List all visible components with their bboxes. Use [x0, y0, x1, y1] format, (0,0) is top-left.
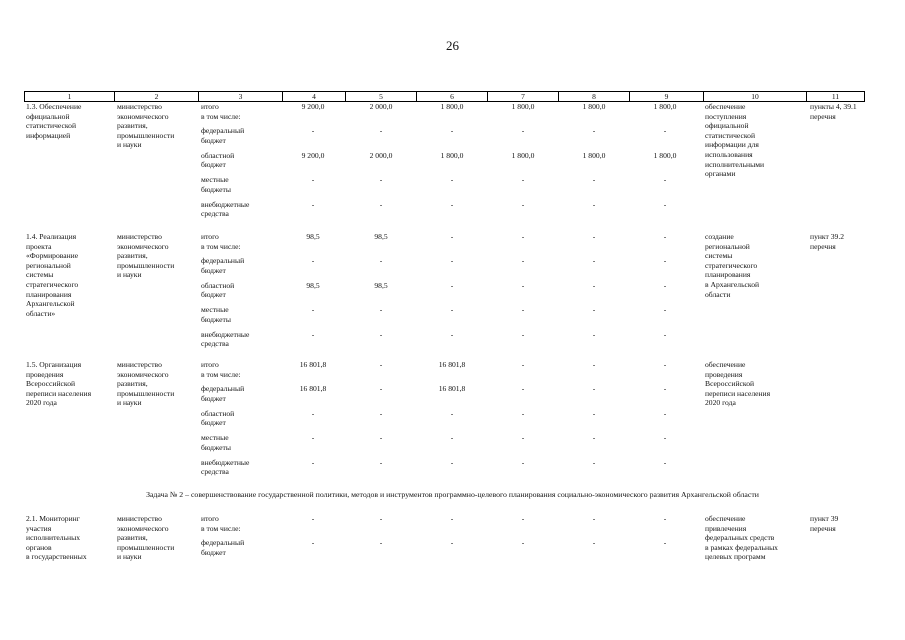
amount-cell: - — [450, 305, 454, 315]
amount-cell: - — [521, 256, 525, 266]
amount-cell: - — [663, 199, 667, 209]
amount-cell: - — [663, 305, 667, 315]
amount-cell: - — [379, 457, 383, 467]
amount-cell: - — [450, 126, 454, 136]
amount-cell: 1 800,0 — [653, 102, 677, 111]
amount-cell: - — [663, 360, 667, 369]
amount-cell: - — [450, 538, 454, 548]
funding-source-label: областной бюджет — [201, 280, 235, 300]
amount-cell: - — [311, 126, 315, 136]
column-header-11: 11 — [807, 92, 865, 101]
amount-cell: - — [521, 232, 525, 241]
amount-cell: - — [592, 384, 596, 394]
funding-source-label: итого в том числе: — [201, 232, 241, 251]
amount-cell: - — [379, 538, 383, 548]
reference: пункт 39.2 перечня — [810, 232, 845, 251]
amount-cell: 1 800,0 — [511, 150, 535, 160]
amount-cell: - — [379, 199, 383, 209]
amount-cell: - — [663, 408, 667, 418]
amount-cell: 98,5 — [374, 232, 388, 241]
page-number: 26 — [446, 38, 459, 53]
amount-cell: - — [311, 175, 315, 185]
executor: министерство экономического развития, промышленности и науки — [117, 360, 175, 408]
amount-cell: - — [379, 408, 383, 418]
amount-cell: - — [379, 360, 383, 369]
amount-cell: - — [521, 514, 525, 523]
expected-result: создание региональной системы стратегического планирования в Архангельской области — [705, 232, 760, 299]
expected-result: обеспечение проведения Всероссийской переписи населения 2020 года — [705, 360, 771, 408]
amount-cell: - — [663, 384, 667, 394]
amount-cell: - — [592, 514, 596, 523]
amount-cell: 9 200,0 — [301, 150, 325, 160]
amount-cell: - — [379, 433, 383, 443]
column-header-3: 3 — [199, 92, 283, 101]
amount-cell: - — [379, 384, 383, 394]
amount-cell: - — [450, 457, 454, 467]
amount-cell: - — [311, 256, 315, 266]
measure-name: 1.5. Организация проведения Всероссийской переписи населения 2020 года — [26, 360, 92, 408]
amount-cell: - — [379, 126, 383, 136]
amount-cell: - — [521, 457, 525, 467]
amount-cell: - — [379, 305, 383, 315]
column-header-6: 6 — [417, 92, 488, 101]
funding-source-label: федеральный бюджет — [201, 538, 245, 557]
amount-cell: - — [311, 514, 315, 523]
amount-cell: 1 800,0 — [582, 102, 606, 111]
measure-name: 1.4. Реализация проекта «Формирование региональной системы стратегического планирования Архангельской области» — [26, 232, 79, 318]
reference: пункт 39 перечня — [810, 514, 839, 533]
amount-cell: 9 200,0 — [301, 102, 325, 111]
amount-cell: - — [592, 305, 596, 315]
amount-cell: - — [311, 433, 315, 443]
amount-cell: - — [592, 232, 596, 241]
column-header-1: 1 — [25, 92, 115, 101]
amount-cell: 16 801,8 — [299, 384, 327, 394]
amount-cell: - — [592, 433, 596, 443]
funding-source-label: федеральный бюджет — [201, 126, 245, 145]
executor: министерство экономического развития, промышленности и науки — [117, 514, 175, 562]
amount-cell: - — [592, 538, 596, 548]
column-header-7: 7 — [488, 92, 559, 101]
amount-cell: - — [521, 329, 525, 339]
amount-cell: - — [311, 329, 315, 339]
amount-cell: - — [663, 232, 667, 241]
amount-cell: - — [521, 126, 525, 136]
amount-cell: - — [521, 305, 525, 315]
amount-cell: - — [450, 232, 454, 241]
amount-cell: 2 000,0 — [369, 150, 393, 160]
amount-cell: 1 800,0 — [582, 150, 606, 160]
column-header-8: 8 — [559, 92, 630, 101]
amount-cell: - — [521, 408, 525, 418]
amount-cell: - — [592, 360, 596, 369]
expected-result: обеспечение привлечения федеральных средств в рамках федеральных целевых программ — [705, 514, 778, 562]
amount-cell: - — [592, 280, 596, 290]
amount-cell: - — [592, 199, 596, 209]
measure-name: 2.1. Мониторинг участия исполнительных органов в государственных — [26, 514, 87, 562]
amount-cell: - — [450, 433, 454, 443]
amount-cell: - — [663, 538, 667, 548]
amount-cell: 1 800,0 — [440, 150, 464, 160]
executor: министерство экономического развития, промышленности и науки — [117, 232, 175, 280]
amount-cell: - — [521, 538, 525, 548]
funding-source-label: внебюджетные средства — [201, 199, 250, 219]
funding-source-label: областной бюджет — [201, 408, 235, 428]
amount-cell: - — [663, 457, 667, 467]
amount-cell: - — [521, 433, 525, 443]
amount-cell: - — [521, 175, 525, 185]
funding-source-label: федеральный бюджет — [201, 384, 245, 403]
amount-cell: 98,5 — [306, 232, 320, 241]
column-header-10: 10 — [704, 92, 807, 101]
column-header-9: 9 — [630, 92, 704, 101]
funding-source-label: областной бюджет — [201, 150, 235, 170]
reference: пункты 4, 39.1 перечня — [810, 102, 857, 121]
amount-cell: - — [450, 256, 454, 266]
amount-cell: 16 801,8 — [438, 384, 466, 394]
funding-source-label: местные бюджеты — [201, 305, 231, 324]
amount-cell: - — [311, 305, 315, 315]
amount-cell: 16 801,8 — [438, 360, 466, 369]
amount-cell: - — [521, 280, 525, 290]
amount-cell: - — [592, 408, 596, 418]
amount-cell: - — [311, 457, 315, 467]
amount-cell: - — [663, 514, 667, 523]
amount-cell: 16 801,8 — [299, 360, 327, 369]
amount-cell: - — [663, 175, 667, 185]
funding-source-label: местные бюджеты — [201, 175, 231, 194]
amount-cell: 98,5 — [374, 280, 388, 290]
amount-cell: - — [311, 538, 315, 548]
funding-source-label: внебюджетные средства — [201, 329, 250, 349]
funding-source-label: внебюджетные средства — [201, 457, 250, 477]
amount-cell: - — [379, 256, 383, 266]
amount-cell: - — [521, 360, 525, 369]
amount-cell: - — [663, 433, 667, 443]
amount-cell: - — [663, 256, 667, 266]
amount-cell: 98,5 — [306, 280, 320, 290]
executor: министерство экономического развития, промышленности и науки — [117, 102, 175, 150]
funding-source-label: итого в том числе: — [201, 514, 241, 533]
column-header-2: 2 — [115, 92, 199, 101]
amount-cell: - — [592, 175, 596, 185]
amount-cell: - — [592, 457, 596, 467]
table-header-row — [24, 91, 865, 102]
funding-source-label: итого в том числе: — [201, 360, 241, 379]
amount-cell: - — [663, 280, 667, 290]
column-header-4: 4 — [283, 92, 346, 101]
amount-cell: - — [450, 175, 454, 185]
funding-source-label: итого в том числе: — [201, 102, 241, 121]
amount-cell: - — [663, 126, 667, 136]
amount-cell: - — [379, 175, 383, 185]
amount-cell: - — [592, 256, 596, 266]
amount-cell: - — [311, 199, 315, 209]
amount-cell: - — [592, 126, 596, 136]
amount-cell: - — [521, 384, 525, 394]
amount-cell: 2 000,0 — [369, 102, 393, 111]
amount-cell: - — [450, 199, 454, 209]
expected-result: обеспечение поступления официальной статистической информации для использования исполнительными органами — [705, 102, 765, 179]
amount-cell: - — [450, 514, 454, 523]
amount-cell: - — [521, 199, 525, 209]
task-heading: Задача № 2 – совершенствование государственной политики, методов и инструментов программно-целевого планирования социально-экономического развития Архангельской области — [146, 490, 759, 499]
amount-cell: 1 800,0 — [511, 102, 535, 111]
measure-name: 1.3. Обеспечение официальной статистической информацией — [26, 102, 82, 140]
funding-source-label: местные бюджеты — [201, 433, 231, 452]
column-header-5: 5 — [346, 92, 417, 101]
amount-cell: - — [379, 514, 383, 523]
amount-cell: - — [450, 408, 454, 418]
amount-cell: - — [592, 329, 596, 339]
amount-cell: - — [450, 329, 454, 339]
amount-cell: - — [663, 329, 667, 339]
funding-source-label: федеральный бюджет — [201, 256, 245, 275]
amount-cell: - — [311, 408, 315, 418]
amount-cell: 1 800,0 — [440, 102, 464, 111]
amount-cell: - — [379, 329, 383, 339]
amount-cell: - — [450, 280, 454, 290]
amount-cell: 1 800,0 — [653, 150, 677, 160]
